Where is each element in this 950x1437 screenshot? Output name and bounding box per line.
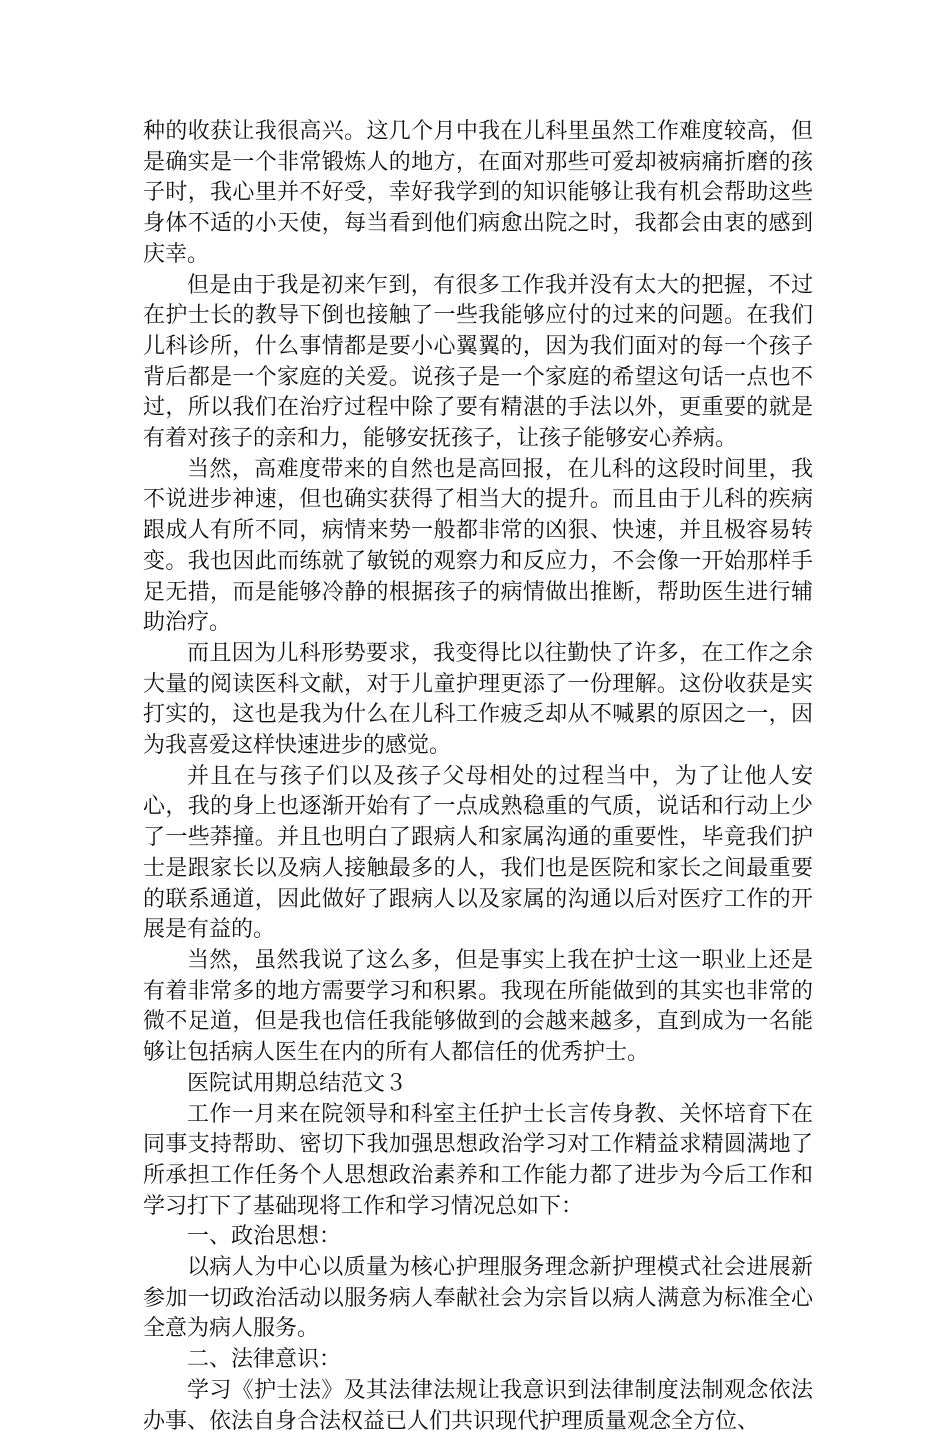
paragraph-5: 并且在与孩子们以及孩子父母相处的过程当中，为了让他人安心，我的身上也逐渐开始有了一点成熟稳重的气质，说话和行动上少了一些莽撞。并且也明白了跟病人和家属沟通的重要性，毕竟我们护士是跟家长以及病人接触最多的人，我们也是医院和家长之间最重要的联系通道，因此做好了跟病人以及家属的沟通以后对医疗工作的开展是有益的。 (143, 763, 813, 943)
paragraph-4: 而且因为儿科形势要求，我变得比以往勤快了许多，在工作之余大量的阅读医科文献，对于儿童护理更添了一份理解。这份收获是实打实的，这也是我为什么在儿科工作疲乏却从不喊累的原因之一，因为我喜爱这样快速进步的感觉。 (143, 640, 813, 759)
paragraph-9: 学习《护士法》及其法律法规让我意识到法律制度法制观念依法办事、依法自身合法权益已人们共识现代护理质量观念全方位、 (143, 1377, 813, 1434)
subheading-political: 一、政治思想： (187, 1224, 342, 1250)
section-title: 医院试用期总结范文３ (187, 1070, 408, 1096)
paragraph-2: 但是由于我是初来乍到，有很多工作我并没有太大的把握，不过在护士长的教导下倒也接触了一些我能够应付的过来的问题。在我们儿科诊所，什么事情都是要小心翼翼的，因为我们面对的每一个孩子背后都是一个家庭的关爱。说孩子是一个家庭的希望这句话一点也不过，所以我们在治疗过程中除了要有精湛的手法以外，更重要的就是有着对孩子的亲和力，能够安抚孩子，让孩子能够安心养病。 (143, 272, 813, 452)
paragraph-3: 当然，高难度带来的自然也是高回报，在儿科的这段时间里，我不说进步神速，但也确实获得了相当大的提升。而且由于儿科的疾病跟成人有所不同，病情来势一般都非常的凶狠、快速，并且极容易转变。我也因此而练就了敏锐的观察力和反应力，不会像一开始那样手足无措，而是能够冷静的根据孩子的病情做出推断，帮助医生进行辅助治疗。 (143, 456, 813, 636)
paragraph-1: 种的收获让我很高兴。这几个月中我在儿科里虽然工作难度较高，但是确实是一个非常锻炼人的地方，在面对那些可爱却被病痛折磨的孩子时，我心里并不好受，幸好我学到的知识能够让我有机会帮助这些身体不适的小天使，每当看到他们病愈出院之时，我都会由衷的感到庆幸。 (143, 119, 813, 267)
paragraph-8: 以病人为中心以质量为核心护理服务理念新护理模式社会进展新参加一切政治活动以服务病人奉献社会为宗旨以病人满意为标准全心全意为病人服务。 (143, 1255, 813, 1342)
paragraph-6: 当然，虽然我说了这么多，但是事实上我在护士这一职业上还是有着非常多的地方需要学习和积累。我现在所能做到的其实也非常的微不足道，但是我也信任我能够做到的会越来越多，直到成为一名能够让包括病人医生在内的所有人都信任的优秀护士。 (143, 947, 813, 1066)
document-page (143, 117, 813, 1437)
paragraph-7: 工作一月来在院领导和科室主任护士长言传身教、关怀培育下在同事支持帮助、密切下我加强思想政治学习对工作精益求精圆满地了所承担工作任务个人思想政治素养和工作能力都了进步为今后工作和学习打下了基础现将工作和学习情况总如下： (143, 1101, 813, 1219)
subheading-legal: 二、法律意识： (187, 1347, 342, 1373)
